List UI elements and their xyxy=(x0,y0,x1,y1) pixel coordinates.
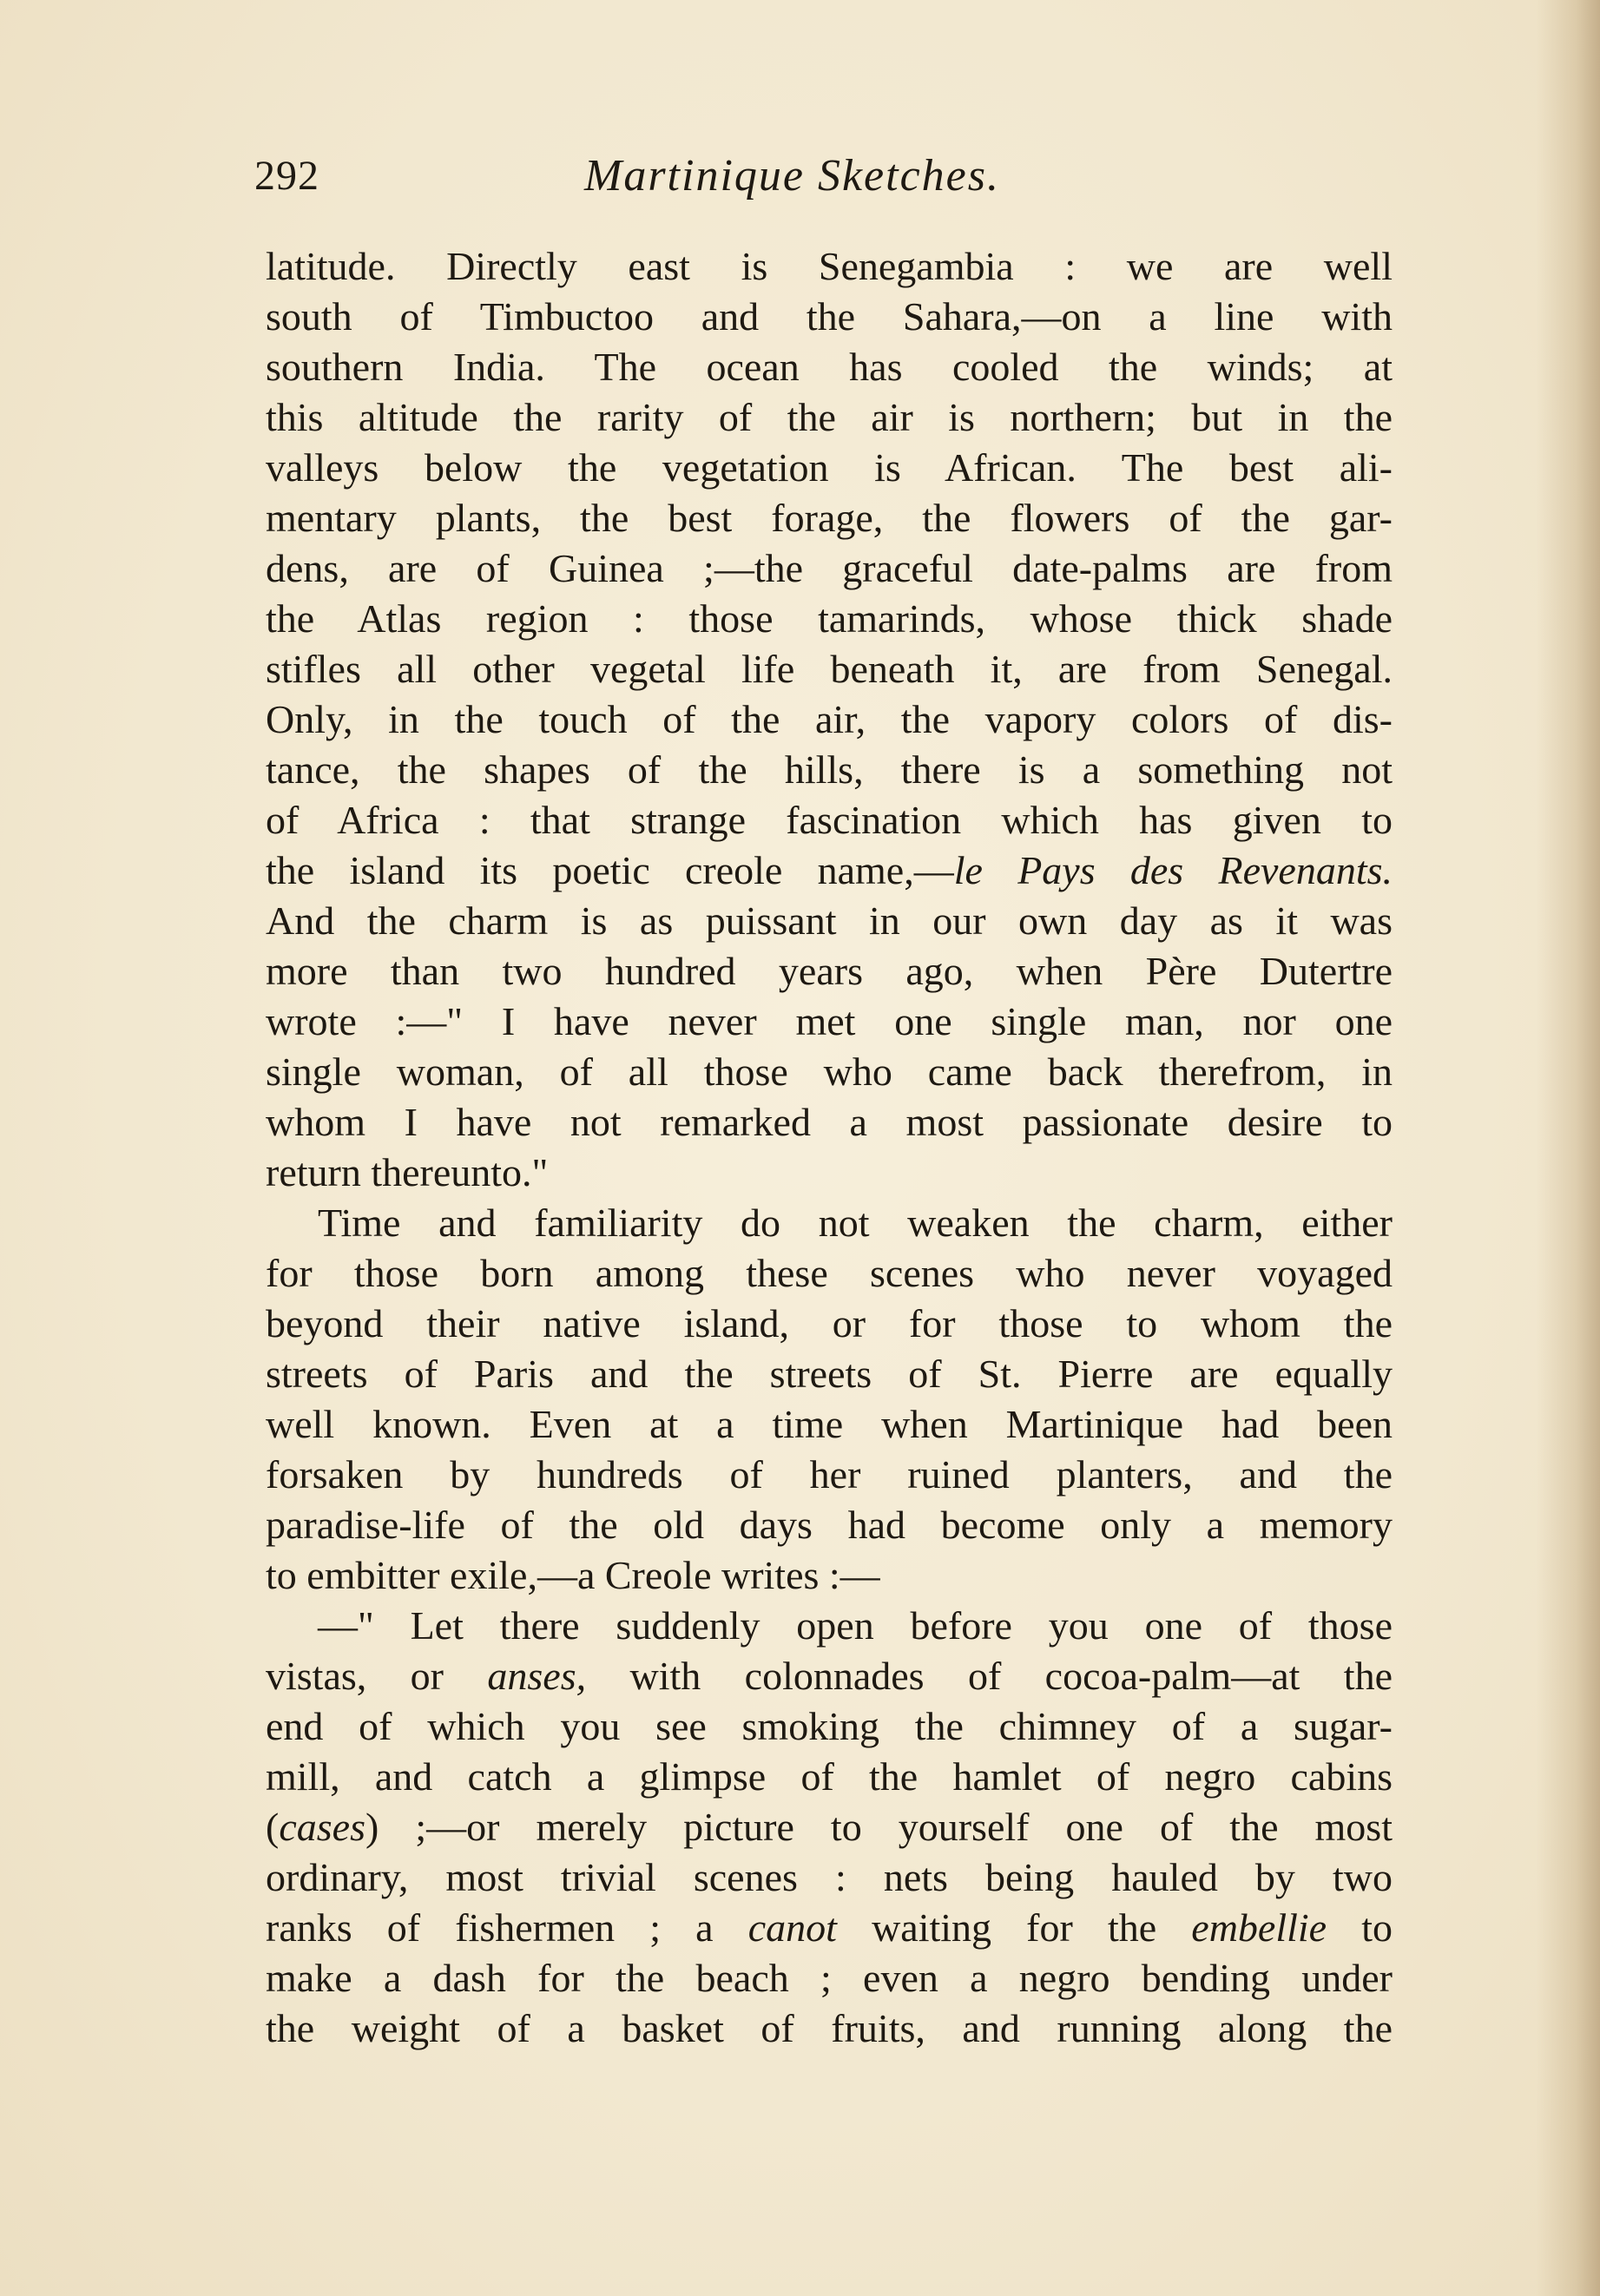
text-segment: to xyxy=(1327,1905,1393,1950)
text-line: south of Timbuctoo and the Sahara,—on a line with xyxy=(266,294,1393,339)
text-line: mentary plants, the best forage, the flowers of the gar- xyxy=(266,496,1393,540)
text-line: well known. Even at a time when Martinique had been xyxy=(266,1402,1393,1446)
text-line: ordinary, most trivial scenes : nets being hauled by two xyxy=(266,1855,1393,1899)
text-line: forsaken by hundreds of her ruined planters, and the xyxy=(266,1452,1393,1497)
body-text xyxy=(266,241,1393,2054)
text-line: —" Let there suddenly open before you one of those xyxy=(318,1603,1393,1648)
text-line: for those born among these scenes who never voyaged xyxy=(266,1251,1393,1295)
text-line: And the charm is as puissant in our own day as it was xyxy=(266,898,1393,943)
page-header xyxy=(254,146,1393,207)
text-line: of Africa : that strange fascination which has given to xyxy=(266,798,1393,842)
text-line-mixed xyxy=(266,1802,1393,1852)
text-segment: the island its poetic creole name,— xyxy=(266,848,954,892)
text-line: return thereunto." xyxy=(266,1150,549,1194)
text-line: end of which you see smoking the chimney of a sugar- xyxy=(266,1704,1393,1748)
text-line: streets of Paris and the streets of St. Pierre are equally xyxy=(266,1352,1393,1396)
text-line: make a dash for the beach ; even a negro bending under xyxy=(266,1956,1393,2000)
text-line: beyond their native island, or for those to whom the xyxy=(266,1301,1393,1345)
text-segment: with colonnades of cocoa-palm—at the xyxy=(586,1654,1393,1698)
text-segment: ranks of fishermen ; a xyxy=(266,1905,748,1950)
text-line: paradise-life of the old days had become only a memory xyxy=(266,1503,1393,1547)
text-segment: waiting for the xyxy=(836,1905,1192,1950)
text-line: mill, and catch a glimpse of the hamlet of negro cabins xyxy=(266,1754,1393,1799)
text-line-mixed xyxy=(266,1651,1393,1701)
italic-phrase: le Pays des Revenants. xyxy=(953,848,1393,892)
text-line-mixed xyxy=(266,845,1393,896)
text-line: southern India. The ocean has cooled the winds; at xyxy=(266,345,1393,389)
italic-word: canot xyxy=(747,1905,837,1950)
text-line: stifles all other vegetal life beneath it, are from Senegal. xyxy=(266,647,1393,691)
page-number: 292 xyxy=(254,153,319,199)
text-line: tance, the shapes of the hills, there is a something not xyxy=(266,747,1393,792)
text-line: wrote :—" I have never met one single man, nor one xyxy=(266,999,1393,1043)
text-segment: vistas, or xyxy=(266,1654,488,1698)
text-segment: ( xyxy=(266,1805,280,1849)
text-line-mixed xyxy=(266,1903,1393,1953)
italic-word: embellie xyxy=(1191,1905,1327,1950)
text-line: the weight of a basket of fruits, and running along the xyxy=(266,2006,1393,2050)
text-line: Only, in the touch of the air, the vapory colors of dis- xyxy=(266,697,1393,741)
text-line: dens, are of Guinea ;—the graceful date-palms are from xyxy=(266,546,1393,590)
text-line: Time and familiarity do not weaken the charm, either xyxy=(318,1201,1393,1245)
text-segment: ) ;—or merely picture to yourself one of the most xyxy=(365,1805,1393,1849)
text-line: the Atlas region : those tamarinds, whose thick shade xyxy=(266,596,1393,641)
text-line: valleys below the vegetation is African. The best ali- xyxy=(266,445,1393,490)
italic-word: anses, xyxy=(487,1654,587,1698)
text-line: latitude. Directly east is Senegambia : we are well xyxy=(266,244,1393,288)
italic-word: cases xyxy=(279,1805,365,1849)
text-line: this altitude the rarity of the air is northern; but in the xyxy=(266,395,1393,439)
text-line: more than two hundred years ago, when Père Dutertre xyxy=(266,949,1393,993)
running-title: Martinique Sketches. xyxy=(584,151,1000,201)
text-line: single woman, of all those who came back therefrom, in xyxy=(266,1049,1393,1094)
text-line: to embitter exile,—a Creole writes :— xyxy=(266,1553,880,1597)
text-line: whom I have not remarked a most passionate desire to xyxy=(266,1100,1393,1144)
